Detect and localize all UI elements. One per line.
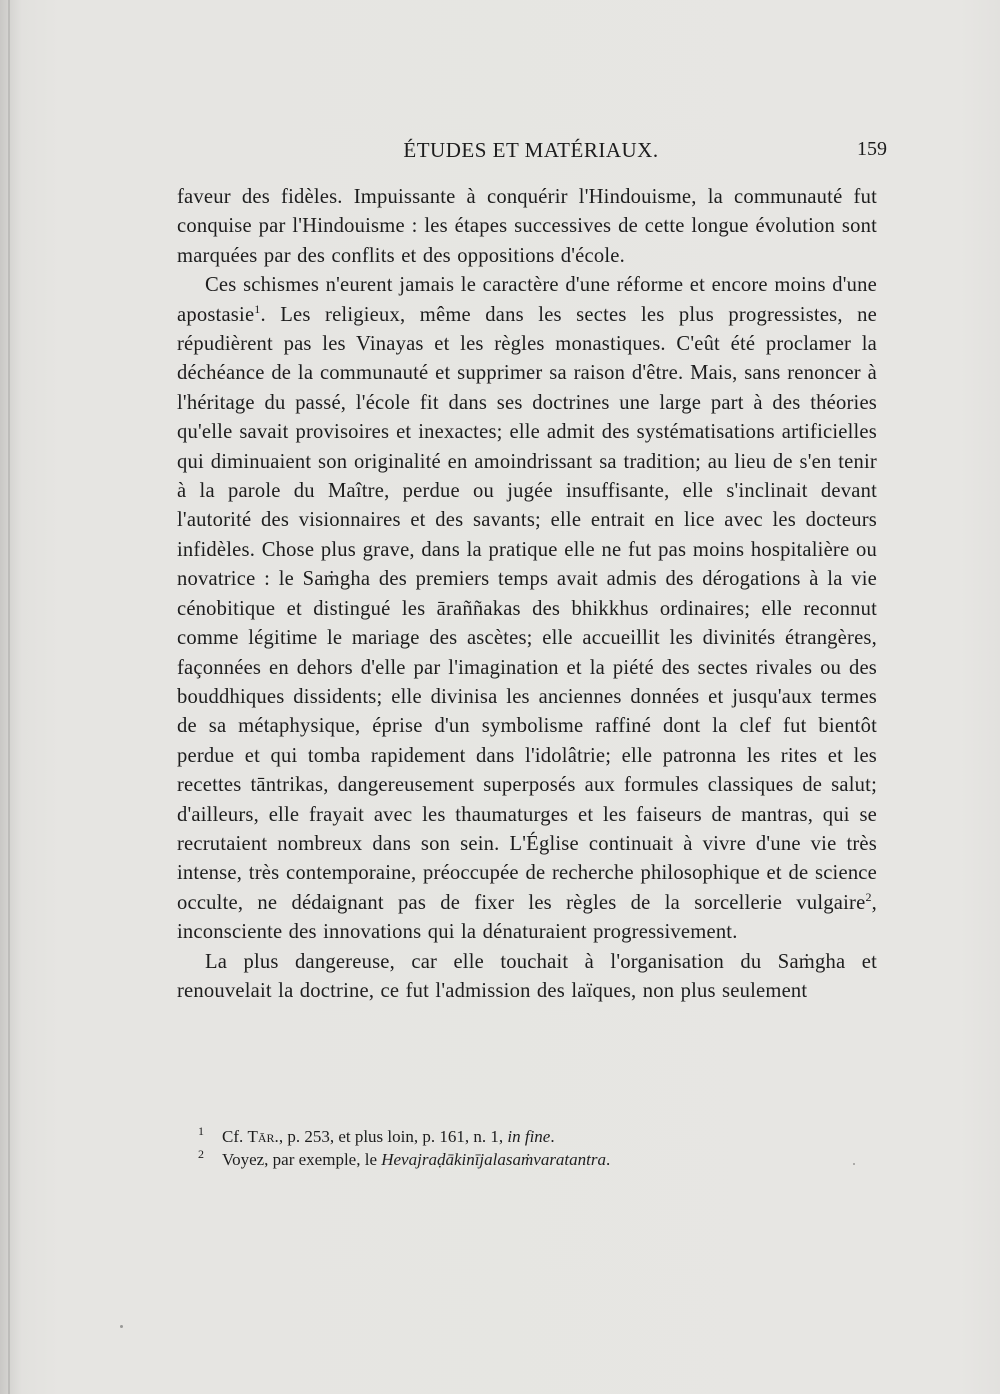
- footnotes: [198, 1125, 898, 1171]
- footnote-2-title: Hevajraḍākinījalasaṁvaratantra: [381, 1150, 606, 1169]
- binding-gutter: [8, 0, 10, 1394]
- footnote-2: 2 Voyez, par exemple, le Hevajraḍākinījalasaṁvaratantra.: [198, 1147, 611, 1169]
- footnote-1-abbrev: Tār.: [247, 1127, 279, 1146]
- footnote-ref-1: 1: [254, 301, 261, 316]
- scan-speck: [120, 1325, 123, 1328]
- footnote-1-italic: in fine: [507, 1127, 551, 1146]
- paragraph-3: La plus dangereuse, car elle touchait à l'organisation du Saṁgha et renouvelait la doctrine, ce fut l'admission des laïques, non plus seulement: [177, 950, 877, 1002]
- running-title: ÉTUDES ET MATÉRIAUX.: [403, 138, 659, 162]
- footnote-1: 1 Cf. Tār., p. 253, et plus loin, p. 161, n. 1, in fine.: [198, 1124, 555, 1146]
- footnote-2-end: .: [606, 1150, 611, 1169]
- paragraph-2-part-a: Ces schismes n'eurent jamais le caractère d'une réforme et encore moins d'une apostasie: [177, 274, 877, 326]
- footnote-1-text-a: Cf.: [222, 1127, 248, 1146]
- main-text: [177, 183, 877, 1006]
- page-number: 159: [857, 138, 887, 160]
- paragraph-2-part-c: , inconsciente des innovations qui la dénaturaient progressivement.: [177, 891, 877, 944]
- footnote-1-text-b: , p. 253, et plus loin, p. 161, n. 1,: [278, 1127, 508, 1146]
- footnote-2-text-a: Voyez, par exemple, le: [222, 1150, 382, 1169]
- scan-speck: [853, 1163, 855, 1165]
- footnote-ref-2: 2: [865, 889, 872, 904]
- running-head: [175, 134, 887, 164]
- paragraph-2-part-b: . Les religieux, même dans les sectes les plus progressistes, ne répudièrent pas les Vinayas et les règles monastiques. C'eût été proclamer la déchéance de la communauté et supprimer sa raison d'être. Mais, sans renoncer à l'héritage du passé, l'école fit dans ses doctrines une large part à des théories qu'elle savait provisoires et inexactes; elle admit des systématisations artificielles qui diminuaient son originalité en amoindrissant sa tradition; au lieu de s'en tenir à la parole du Maître, perdue ou jugée insuffisante, elle s'inclinait devant l'autorité des visionnaires et des savants; elle entrait en lice avec les docteurs infidèles. Chose plus grave, dans la pratique elle ne fut pas moins hospitalière ou novatrice : le Saṁgha des premiers temps avait admis des dérogations à la vie cénobitique et distingué les āraññakas des bhikkhus ordinaires; elle reconnut comme légitime le mariage des ascètes; elle accueillit les divinités étrangères, façonnées en dehors d'elle par l'imagination et la piété des sectes rivales ou des bouddhiques dissidents; elle divinisa les anciennes données et jusqu'aux termes de sa métaphysique, éprise d'un symbolisme raffiné dont la clef fut bientôt perdue et qui tomba rapidement dans l'idolâtrie; elle patronna les rites et les recettes tāntrikas, dangereusement superposés aux formules classiques de salut; d'ailleurs, elle frayait avec les thaumaturges et les faiseurs de mantras, qui se recrutaient nombreux dans son sein. L'Église continuait à vivre d'une vie très intense, très contemporaine, préoccupée de recherche philosophique et de science occulte, ne dédaignant pas de fixer les règles de la sorcellerie vulgaire: [177, 303, 877, 914]
- paragraph-1: faveur des fidèles. Impuissante à conquérir l'Hindouisme, la communauté fut conquise par l'Hindouisme : les étapes successives de cette longue évolution sont marquées par des conflits et des oppositions d'école.: [177, 186, 877, 267]
- paragraph-2: [177, 271, 877, 947]
- footnote-1-end: .: [550, 1127, 555, 1146]
